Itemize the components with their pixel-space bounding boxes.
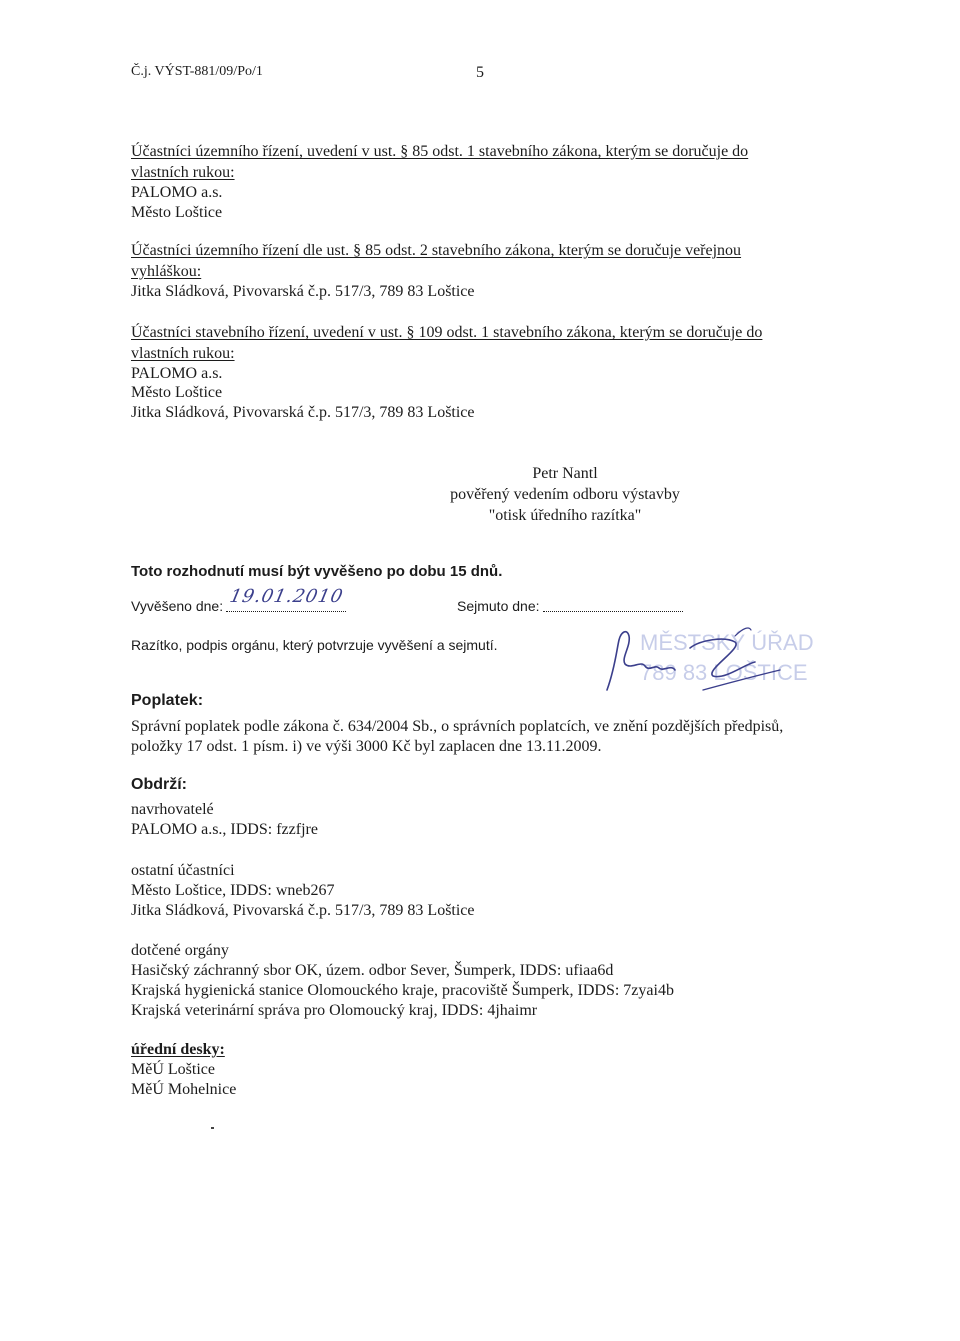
- section3-heading-line2: vlastních rukou:: [131, 345, 235, 362]
- section3-heading-line1: Účastníci stavebního řízení, uvedení v ust. § 109 odst. 1 stavebního zákona, kterým se doručuje do: [131, 324, 763, 341]
- posted-date-handwritten: 19.01.2010: [227, 586, 346, 607]
- recipient-item: Krajská hygienická stanice Olomouckého kraje, pracoviště Šumperk, IDDS: 7zyai4b: [131, 982, 674, 999]
- document-reference: Č.j. VÝST-881/09/Po/1: [131, 64, 263, 79]
- recipients-group-label: navrhovatelé: [131, 801, 214, 818]
- fee-heading: Poplatek:: [131, 692, 204, 709]
- recipients-heading: Obdrží:: [131, 776, 187, 793]
- recipients-group-label: úřední desky:: [131, 1041, 225, 1058]
- section1-heading-line1: Účastníci územního řízení, uvedení v ust. § 85 odst. 1 stavebního zákona, kterým se doručuje do: [131, 143, 749, 160]
- stamp-note: "otisk úředního razítka": [488, 507, 642, 524]
- section3-item: Město Loštice: [131, 384, 223, 401]
- posting-notice: Toto rozhodnutí musí být vyvěšeno po dobu 15 dnů.: [131, 563, 503, 580]
- recipient-item: Krajská veterinární správa pro Olomoucký kraj, IDDS: 4jhaimr: [131, 1002, 538, 1019]
- recipient-item: PALOMO a.s., IDDS: fzzfjre: [131, 821, 318, 838]
- recipient-item: MěÚ Mohelnice: [131, 1081, 237, 1098]
- signatory-role: pověřený vedením odboru výstavby: [450, 486, 680, 503]
- fee-line1: Správní poplatek podle zákona č. 634/2004 Sb., o správních poplatcích, ve znění pozdějších předpisů,: [131, 718, 784, 735]
- section2-item: Jitka Sládková, Pivovarská č.p. 517/3, 789 83 Loštice: [131, 283, 475, 300]
- recipient-item: Hasičský záchranný sbor OK, územ. odbor Sever, Šumperk, IDDS: ufiaa6d: [131, 962, 614, 979]
- recipient-item: MěÚ Loštice: [131, 1061, 215, 1078]
- page-number: 5: [476, 64, 484, 81]
- scan-speck: [211, 1127, 214, 1129]
- stamp-signature-line: Razítko, podpis orgánu, který potvrzuje vyvěšení a sejmutí.: [131, 637, 498, 653]
- section1-item: Město Loštice: [131, 204, 223, 221]
- section1-heading-line2: vlastních rukou:: [131, 164, 235, 181]
- recipients-group-label: ostatní účastníci: [131, 862, 235, 879]
- office-stamp-text-2: 789 83 LOŠTICE: [640, 660, 808, 685]
- posted-label: Vyvěšeno dne:: [131, 598, 224, 614]
- section3-item: PALOMO a.s.: [131, 365, 223, 382]
- office-stamp-text-1: MĚSTSKÝ ÚŘAD: [640, 630, 814, 655]
- posted-date-line: [226, 611, 346, 612]
- section3-item: Jitka Sládková, Pivovarská č.p. 517/3, 789 83 Loštice: [131, 404, 475, 421]
- section2-heading-line1: Účastníci územního řízení dle ust. § 85 odst. 2 stavebního zákona, kterým se doručuje veřejnou: [131, 242, 742, 259]
- removed-date-line: [543, 611, 683, 612]
- section2-heading-line2: vyhláškou:: [131, 263, 202, 280]
- removed-label: Sejmuto dne:: [457, 598, 540, 614]
- recipient-item: Jitka Sládková, Pivovarská č.p. 517/3, 789 83 Loštice: [131, 902, 475, 919]
- handwritten-signature: [585, 618, 785, 698]
- signatory-name: Petr Nantl: [532, 465, 598, 482]
- fee-line2: položky 17 odst. 1 písm. i) ve výši 3000 Kč byl zaplacen dne 13.11.2009.: [131, 738, 602, 755]
- recipients-group-label: dotčené orgány: [131, 942, 229, 959]
- section1-item: PALOMO a.s.: [131, 184, 223, 201]
- recipient-item: Město Loštice, IDDS: wneb267: [131, 882, 335, 899]
